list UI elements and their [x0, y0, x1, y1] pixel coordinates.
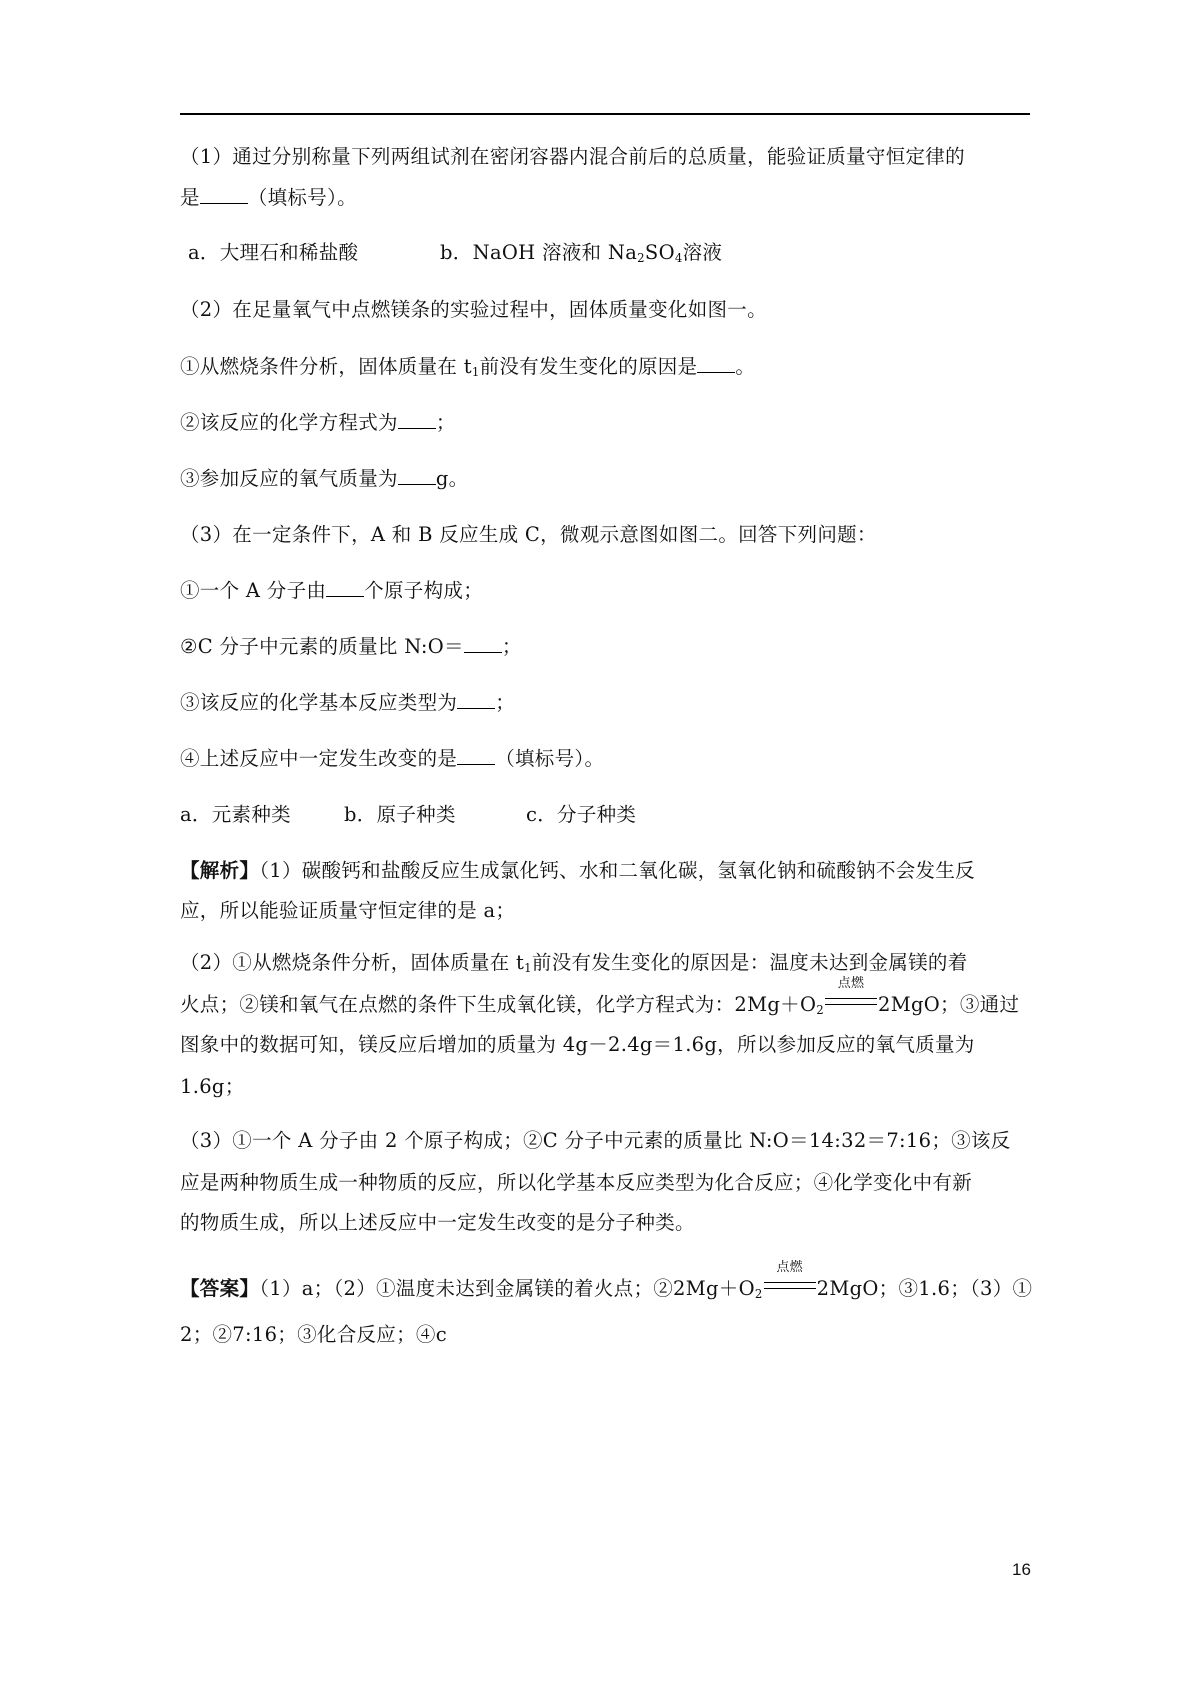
q3-options: [180, 798, 1030, 832]
analysis-line5: 图象中的数据可知，镁反应后增加的质量为 4g－2.4g＝1.6g，所以参加反应的氧气质量为: [180, 1033, 975, 1056]
analysis-tag: 【解析】: [180, 859, 260, 882]
reaction-condition-equals: 点燃: [825, 991, 877, 1011]
reaction-condition-equals: 点燃: [764, 1275, 816, 1295]
answer-line2: 2；②7:16；③化合反应；④c: [180, 1323, 447, 1346]
q2-intro: （2）在足量氧气中点燃镁条的实验过程中，固体质量变化如图一。: [180, 298, 767, 321]
q3-intro: （3）在一定条件下，A 和 B 反应生成 C，微观示意图如图二。回答下列问题：: [180, 523, 877, 546]
q2-sub2: ②该反应的化学方程式为 ；: [180, 411, 456, 434]
answer-blank: [398, 410, 436, 429]
answer-line1: 【答案】（1）a；（2）①温度未达到金属镁的着火点；$②2Mg+O_2$ 点燃 2MgO；③1.6；（3）①: [180, 1260, 1033, 1301]
answer-blank: [457, 746, 495, 765]
answer-blank: [200, 185, 248, 204]
q3-sub3: ③该反应的化学基本反应类型为 ；: [180, 691, 516, 714]
q1-line1: （1）通过分别称量下列两组试剂在密闭容器内混合前后的总质量，能验证质量守恒定律的: [180, 145, 965, 168]
page-number: 16: [1012, 1560, 1031, 1579]
answer-tag: 【答案】: [180, 1277, 260, 1300]
q3-option-a: a．元素种类: [180, 803, 291, 826]
q1-option-a: a．大理石和稀盐酸: [188, 241, 359, 264]
answer-blank: [326, 578, 364, 597]
analysis-line6: 1.6g；: [180, 1075, 245, 1098]
q3-option-c: c．分子种类: [526, 803, 637, 826]
q2-sub3: ③参加反应的氧气质量为 g。: [180, 467, 469, 490]
answer-blank: [457, 690, 495, 709]
q3-option-b: b．原子种类: [344, 803, 456, 826]
q1-option-b: b．NaOH 溶液和 $Na_2SO_4$溶液: [440, 241, 723, 265]
answer-blank: [398, 466, 436, 485]
analysis-line2: 应，所以能验证质量守恒定律的是 a；: [180, 899, 516, 922]
answer-blank: [464, 634, 502, 653]
q3-sub4: ④上述反应中一定发生改变的是 （填标号）。: [180, 747, 605, 770]
analysis-line3: （2）①从燃烧条件分析，固体质量在 $t_1$前没有发生变化的原因是：温度未达到金属镁的着: [180, 951, 968, 975]
analysis-line7: （3）①一个 A 分子由 2 个原子构成；②C 分子中元素的质量比 N:O＝14:32＝7:16；③该反: [180, 1129, 1011, 1152]
q1-options: [188, 236, 1038, 270]
answer-blank: [697, 354, 735, 373]
analysis-line4: 火点；②镁和氧气在点燃的条件下生成氧化镁，化学方程式为：$2Mg+O_2$ 点燃 2MgO；③通过: [180, 976, 1020, 1017]
analysis-line9: 的物质生成，所以上述反应中一定发生改变的是分子种类。: [180, 1211, 695, 1234]
header-rule: [180, 113, 1030, 115]
q2-sub1: ①从燃烧条件分析，固体质量在 $t_1$前没有发生变化的原因是 。: [180, 355, 756, 379]
q3-sub2: ②C 分子中元素的质量比 N:O＝ ；: [180, 635, 522, 658]
analysis-line1: 【解析】（1）碳酸钙和盐酸反应生成氯化钙、水和二氧化碳，氢氧化钠和硫酸钠不会发生反: [180, 859, 975, 882]
q1-line2: 是 （填标号）。: [180, 186, 357, 209]
analysis-line8: 应是两种物质生成一种物质的反应，所以化学基本反应类型为化合反应；④化学变化中有新: [180, 1171, 973, 1194]
q3-sub1: ①一个 A 分子由 个原子构成；: [180, 579, 483, 602]
